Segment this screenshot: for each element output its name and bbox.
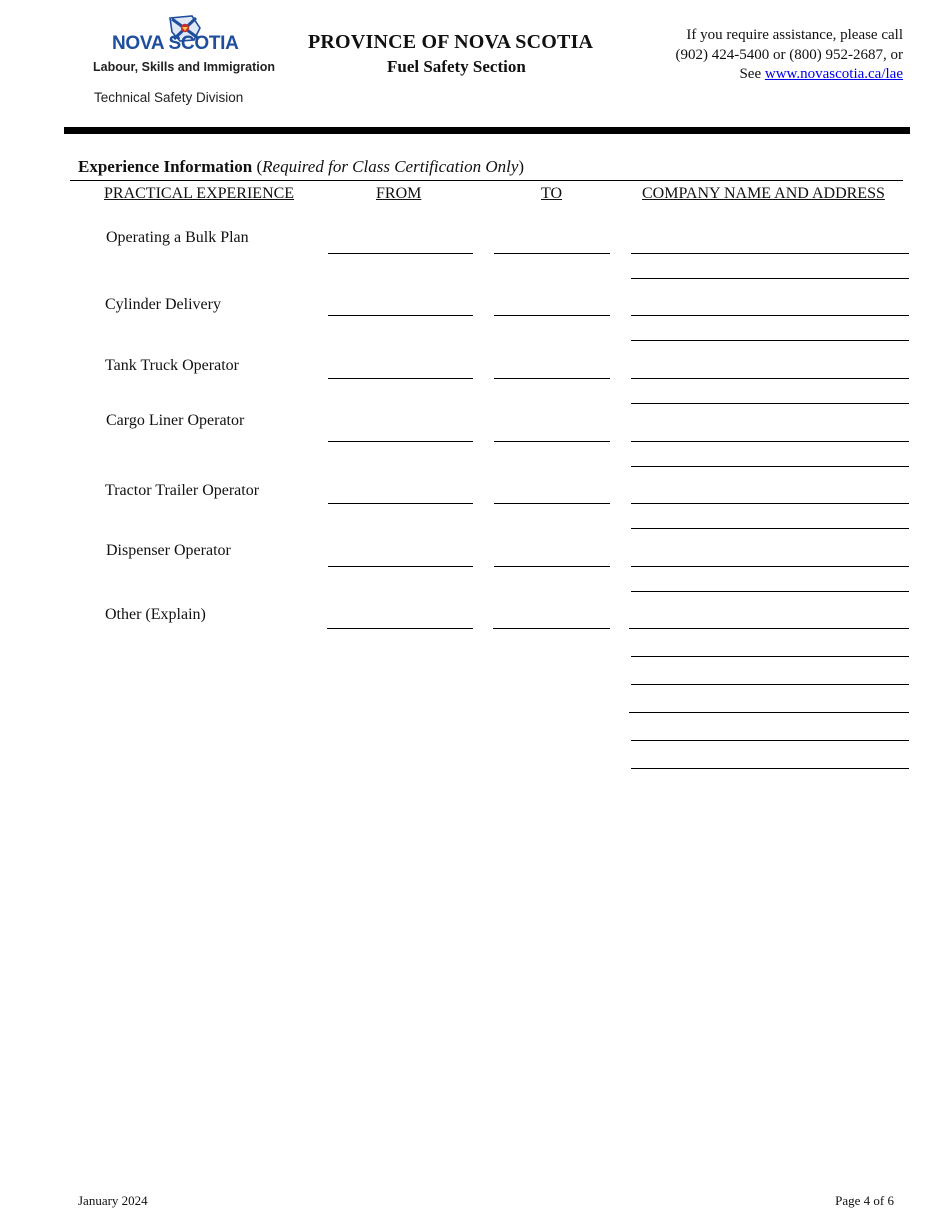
experience-title-bold: Experience Information <box>78 157 253 176</box>
from-field-bulk-plant[interactable] <box>328 253 473 254</box>
row-label-cylinder-delivery: Cylinder Delivery <box>105 296 221 313</box>
company-field-cargo-liner-2[interactable] <box>631 466 909 467</box>
to-field-dispenser[interactable] <box>494 566 610 567</box>
company-field-tank-truck-1[interactable] <box>631 378 909 379</box>
row-label-dispenser: Dispenser Operator <box>106 542 231 559</box>
assistance-line-2: (902) 424-5400 or (800) 952-2687, or <box>675 46 903 63</box>
company-field-bulk-plant-1[interactable] <box>631 253 909 254</box>
from-field-dispenser[interactable] <box>328 566 473 567</box>
assistance-info <box>676 26 903 85</box>
experience-title-note: Required for Class Certification Only <box>262 157 519 176</box>
to-field-bulk-plant[interactable] <box>494 253 610 254</box>
company-field-cargo-liner-1[interactable] <box>631 441 909 442</box>
column-header-to: TO <box>541 185 563 202</box>
website-link[interactable]: www.novascotia.ca/lae <box>764 66 903 82</box>
footer-page-number: Page 4 of 6 <box>835 1193 894 1208</box>
to-field-cylinder-delivery[interactable] <box>494 315 610 316</box>
company-field-other-5[interactable] <box>631 740 909 741</box>
company-field-cylinder-delivery-2[interactable] <box>631 340 909 341</box>
company-field-dispenser-1[interactable] <box>631 566 909 567</box>
row-label-tractor-trailer: Tractor Trailer Operator <box>105 482 260 499</box>
to-field-cargo-liner[interactable] <box>494 441 610 442</box>
footer-date: January 2024 <box>78 1193 148 1208</box>
experience-section-title <box>78 157 524 177</box>
row-label-other: Other (Explain) <box>105 606 206 623</box>
company-field-tank-truck-2[interactable] <box>631 403 909 404</box>
company-field-other-3[interactable] <box>631 684 909 685</box>
row-label-cargo-liner: Cargo Liner Operator <box>106 412 245 429</box>
title-close-paren: ) <box>518 157 525 176</box>
company-field-tractor-trailer-2[interactable] <box>631 528 909 529</box>
row-label-tank-truck: Tank Truck Operator <box>105 357 239 374</box>
from-field-cylinder-delivery[interactable] <box>328 315 473 316</box>
assistance-line-1: If you require assistance, please call <box>686 27 903 43</box>
row-label-bulk-plant: Operating a Bulk Plan <box>106 229 249 246</box>
company-field-other-6[interactable] <box>631 768 909 769</box>
section-title: Fuel Safety Section <box>387 57 526 76</box>
to-field-tractor-trailer[interactable] <box>494 503 610 504</box>
title-open-paren: ( <box>256 157 263 176</box>
to-field-other[interactable] <box>493 628 610 629</box>
company-field-tractor-trailer-1[interactable] <box>631 503 909 504</box>
logo-wordmark: NOVA SCOTIA <box>112 33 239 54</box>
company-field-cylinder-delivery-1[interactable] <box>631 315 909 316</box>
assistance-line-3 <box>676 65 903 85</box>
department-name: Labour, Skills and Immigration <box>93 60 275 74</box>
from-field-cargo-liner[interactable] <box>328 441 473 442</box>
column-header-experience: PRACTICAL EXPERIENCE <box>104 185 295 202</box>
province-title: PROVINCE OF NOVA SCOTIA <box>308 31 594 53</box>
to-field-tank-truck[interactable] <box>494 378 610 379</box>
section-divider <box>70 180 903 181</box>
header-divider <box>64 127 910 134</box>
division-name: Technical Safety Division <box>94 90 244 105</box>
company-field-other-1[interactable] <box>629 628 909 629</box>
from-field-tank-truck[interactable] <box>328 378 473 379</box>
from-field-tractor-trailer[interactable] <box>328 503 473 504</box>
company-field-other-4[interactable] <box>629 712 909 713</box>
from-field-other[interactable] <box>327 628 473 629</box>
company-field-dispenser-2[interactable] <box>631 591 909 592</box>
assistance-see: See <box>739 66 762 82</box>
company-field-bulk-plant-2[interactable] <box>631 278 909 279</box>
column-header-company: COMPANY NAME AND ADDRESS <box>642 185 885 202</box>
column-header-from: FROM <box>376 185 422 202</box>
company-field-other-2[interactable] <box>631 656 909 657</box>
